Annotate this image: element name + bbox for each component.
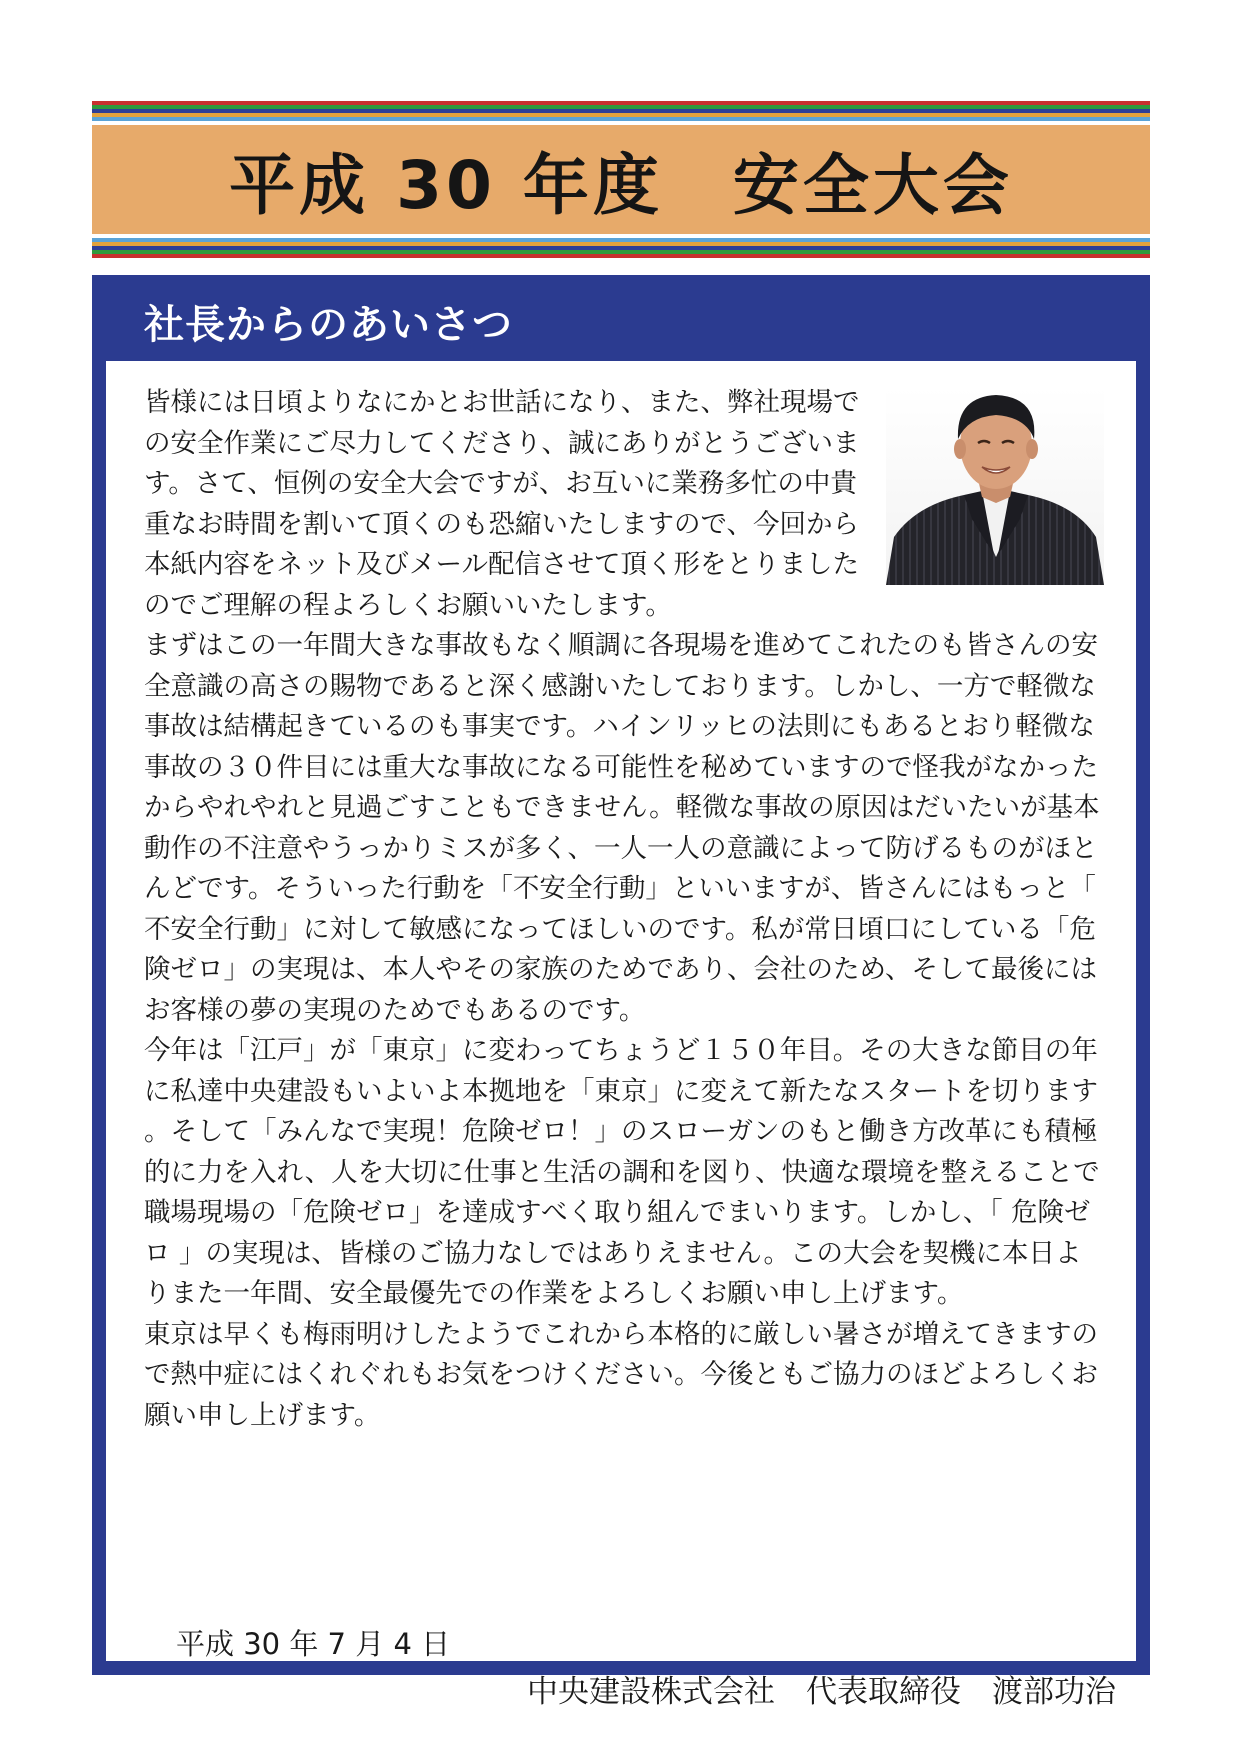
president-photo [886,387,1104,585]
page-title: 平成 30 年度 安全大会 [229,147,1013,224]
top-stripes [92,101,1150,121]
message-date: 平成 30 年 7 月 4 日 [176,1627,451,1661]
bottom-stripes [92,238,1150,258]
message-panel [106,361,1136,1710]
paragraph-3: 今年は「江戸」が「東京」に変わってちょうど１５０年目。その大きな節目の年に私達中央建設もいよいよ本拠地を「東京」に変えて新たなスタートを切ります。そして「みんなで実現！危険ゼロ！」のスローガンのもと働き方改革にも積極的に力を入れ、人を大切に仕事と生活の調和を図り、快適な環境を整えることで職場現場の「危険ゼロ」を達成すべく取り組んでまいります。しかし、「 危険ゼロ 」の実現は、皆様のご協力なしではありえません。この大会を契機に本日よりまた一年間、安全最優先での作業をよろしくお願い申し上げます。 [144,1035,1100,1309]
paragraph-2: まずはこの一年間大きな事故もなく順調に各現場を進めてこれたのも皆さんの安全意識の高さの賜物であると深く感謝いたしております。しかし、一方で軽微な事故は結構起きているのも事実です。ハインリッヒの法則にもあるとおり軽微な事故の３０件目には重大な事故になる可能性を秘めていますので怪我がなかったからやれやれと見過ごすこともできません。軽微な事故の原因はだいたいが基本動作の不注意やうっかりミスが多く、一人一人の意識によって防げるものがほとんどです。そういった行動を「不安全行動」といいますが、皆さんにはもっと「不安全行動」に対して敏感になってほしいのです。私が常日頃口にしている「危険ゼロ」の実現は、本人やその家族のためであり、会社のため、そして最後にはお客様の夢の実現のためでもあるのです。 [144,630,1100,1026]
banner-body [92,125,1150,234]
paragraph-4: 東京は早くも梅雨明けしたようでこれから本格的に厳しい暑さが増えてきますので熱中症にはくれぐれもお気をつけください。今後ともご協力のほどよろしくお願い申し上げます。 [144,1318,1098,1431]
president-message-box [92,275,1150,1710]
paragraph-1: 皆様には日頃よりなにかとお世話になり、また、弊社現場での安全作業にご尽力してくださり、誠にありがとうございます。さて、恒例の安全大会ですが、お互いに業務多忙の中貴重なお時間を割いて頂くのも恐縮いたしますので、今回から本紙内容をネット及びメール配信させて頂く形をとりましたのでご理解の程よろしくお願いいたします。 [144,387,860,621]
title-banner [92,101,1150,258]
signature: 中央建設株式会社 代表取締役 渡部功治 [527,1674,1116,1710]
section-heading: 社長からのあいさつ [144,302,513,348]
message-body [144,383,1100,1436]
